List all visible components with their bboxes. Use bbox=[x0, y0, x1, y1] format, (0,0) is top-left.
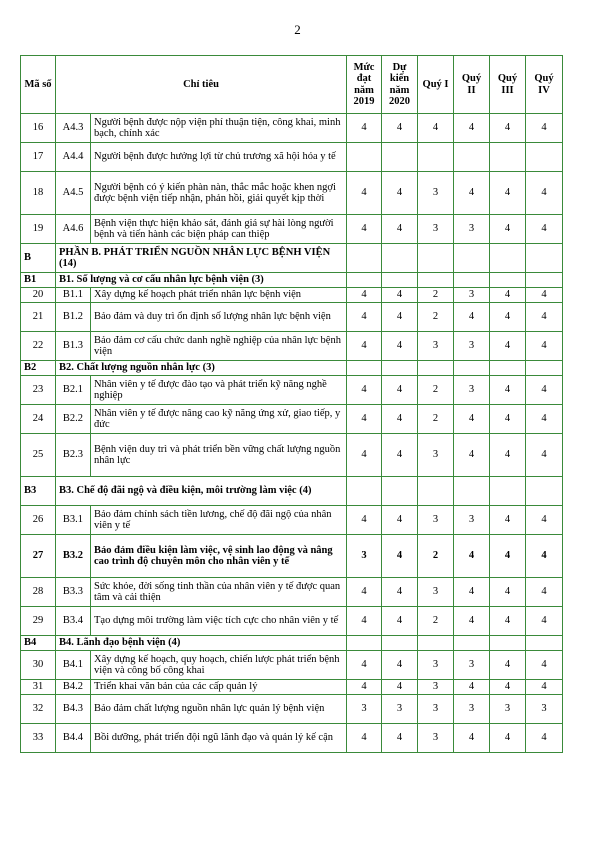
score-muc-dat: 4 bbox=[347, 724, 382, 753]
score-du-kien: 4 bbox=[382, 607, 418, 636]
empty-cell bbox=[454, 361, 490, 376]
criterion-text: Xây dựng kế hoạch, quy hoạch, chiến lược phát triển bệnh viện và công bố công khai bbox=[91, 651, 347, 680]
score-quy-4: 4 bbox=[526, 303, 563, 332]
criterion-text: Bệnh viện duy trì và phát triển bền vững chất lượng nguồn nhân lực bbox=[91, 434, 347, 477]
header-quy-1: Quý I bbox=[418, 56, 454, 114]
row-number: 23 bbox=[21, 376, 56, 405]
table-row bbox=[21, 535, 563, 578]
score-quy-1 bbox=[418, 143, 454, 172]
score-quy-4: 4 bbox=[526, 288, 563, 303]
empty-cell bbox=[418, 244, 454, 273]
empty-cell bbox=[454, 477, 490, 506]
section-title: B3. Chế độ đãi ngộ và điều kiện, môi trường làm việc (4) bbox=[56, 477, 347, 506]
criterion-text: Xây dựng kế hoạch phát triển nhân lực bệnh viện bbox=[91, 288, 347, 303]
header-quy-2: Quý II bbox=[454, 56, 490, 114]
score-quy-2: 4 bbox=[454, 680, 490, 695]
header-quy-3: Quý III bbox=[490, 56, 526, 114]
section-title: B2. Chất lượng nguồn nhân lực (3) bbox=[56, 361, 347, 376]
empty-cell bbox=[526, 244, 563, 273]
criterion-text: Bồi dưỡng, phát triển đội ngũ lãnh đạo và quản lý kế cận bbox=[91, 724, 347, 753]
score-quy-3: 4 bbox=[490, 215, 526, 244]
score-du-kien: 4 bbox=[382, 434, 418, 477]
table-row bbox=[21, 651, 563, 680]
score-quy-1: 2 bbox=[418, 303, 454, 332]
empty-cell bbox=[526, 273, 563, 288]
score-quy-1: 2 bbox=[418, 288, 454, 303]
empty-cell bbox=[382, 477, 418, 506]
header-row bbox=[21, 56, 563, 114]
header-du-kien: Dự kiến năm 2020 bbox=[382, 56, 418, 114]
score-quy-3: 4 bbox=[490, 607, 526, 636]
empty-cell bbox=[454, 636, 490, 651]
row-number: 28 bbox=[21, 578, 56, 607]
score-muc-dat: 4 bbox=[347, 434, 382, 477]
row-number: 24 bbox=[21, 405, 56, 434]
score-du-kien: 4 bbox=[382, 114, 418, 143]
score-quy-4: 4 bbox=[526, 332, 563, 361]
criterion-code: A4.3 bbox=[56, 114, 91, 143]
header-chi-tieu: Chỉ tiêu bbox=[56, 56, 347, 114]
row-number: 33 bbox=[21, 724, 56, 753]
criterion-code: B1.3 bbox=[56, 332, 91, 361]
table-row bbox=[21, 680, 563, 695]
section-row bbox=[21, 477, 563, 506]
score-quy-4: 4 bbox=[526, 680, 563, 695]
criterion-code: B3.3 bbox=[56, 578, 91, 607]
criterion-code: B1.1 bbox=[56, 288, 91, 303]
criterion-code: B4.4 bbox=[56, 724, 91, 753]
criterion-text: Triển khai văn bản của các cấp quản lý bbox=[91, 680, 347, 695]
criterion-text: Người bệnh được nộp viện phí thuận tiện, công khai, minh bạch, chính xác bbox=[91, 114, 347, 143]
score-quy-2: 3 bbox=[454, 332, 490, 361]
criterion-code: B3.4 bbox=[56, 607, 91, 636]
empty-cell bbox=[382, 636, 418, 651]
row-number: 18 bbox=[21, 172, 56, 215]
score-quy-2: 4 bbox=[454, 607, 490, 636]
empty-cell bbox=[490, 361, 526, 376]
empty-cell bbox=[418, 361, 454, 376]
score-quy-2: 3 bbox=[454, 215, 490, 244]
score-quy-4: 4 bbox=[526, 434, 563, 477]
score-muc-dat: 4 bbox=[347, 405, 382, 434]
criterion-code: B3.2 bbox=[56, 535, 91, 578]
row-code: B2 bbox=[21, 361, 56, 376]
empty-cell bbox=[418, 477, 454, 506]
score-muc-dat: 4 bbox=[347, 288, 382, 303]
score-quy-1: 3 bbox=[418, 172, 454, 215]
row-number: 32 bbox=[21, 695, 56, 724]
row-code: B4 bbox=[21, 636, 56, 651]
score-quy-2: 4 bbox=[454, 578, 490, 607]
score-du-kien: 4 bbox=[382, 215, 418, 244]
score-quy-4: 4 bbox=[526, 651, 563, 680]
score-quy-3: 4 bbox=[490, 651, 526, 680]
section-row bbox=[21, 636, 563, 651]
score-quy-4: 4 bbox=[526, 607, 563, 636]
criteria-table bbox=[20, 55, 563, 753]
table-row bbox=[21, 288, 563, 303]
score-du-kien: 4 bbox=[382, 680, 418, 695]
score-du-kien: 4 bbox=[382, 332, 418, 361]
score-du-kien: 4 bbox=[382, 288, 418, 303]
row-code: B3 bbox=[21, 477, 56, 506]
empty-cell bbox=[382, 361, 418, 376]
score-quy-1: 3 bbox=[418, 215, 454, 244]
criterion-text: Người bệnh được hưởng lợi từ chủ trương xã hội hóa y tế bbox=[91, 143, 347, 172]
table-row bbox=[21, 303, 563, 332]
score-quy-2: 4 bbox=[454, 172, 490, 215]
score-quy-3: 3 bbox=[490, 695, 526, 724]
score-quy-3: 4 bbox=[490, 506, 526, 535]
criterion-text: Người bệnh có ý kiến phàn nàn, thắc mắc hoặc khen ngợi được bệnh viện tiếp nhận, phản hồi, giải quyết kịp thời bbox=[91, 172, 347, 215]
row-number: 30 bbox=[21, 651, 56, 680]
score-du-kien: 4 bbox=[382, 376, 418, 405]
empty-cell bbox=[418, 273, 454, 288]
criterion-code: B2.1 bbox=[56, 376, 91, 405]
criterion-text: Nhân viên y tế được nâng cao kỹ năng ứng xử, giao tiếp, y đức bbox=[91, 405, 347, 434]
empty-cell bbox=[490, 273, 526, 288]
empty-cell bbox=[347, 361, 382, 376]
score-quy-2: 3 bbox=[454, 506, 490, 535]
table-row bbox=[21, 114, 563, 143]
score-quy-1: 3 bbox=[418, 651, 454, 680]
score-quy-4: 4 bbox=[526, 535, 563, 578]
empty-cell bbox=[526, 636, 563, 651]
score-muc-dat: 4 bbox=[347, 303, 382, 332]
score-muc-dat bbox=[347, 143, 382, 172]
table-row bbox=[21, 376, 563, 405]
score-muc-dat: 4 bbox=[347, 506, 382, 535]
score-muc-dat: 4 bbox=[347, 332, 382, 361]
row-number: 27 bbox=[21, 535, 56, 578]
empty-cell bbox=[490, 477, 526, 506]
score-du-kien bbox=[382, 143, 418, 172]
score-quy-2: 4 bbox=[454, 724, 490, 753]
score-quy-1: 2 bbox=[418, 535, 454, 578]
score-du-kien: 4 bbox=[382, 535, 418, 578]
empty-cell bbox=[347, 273, 382, 288]
criterion-text: Sức khỏe, đời sống tinh thần của nhân viên y tế được quan tâm và cải thiện bbox=[91, 578, 347, 607]
score-quy-3: 4 bbox=[490, 303, 526, 332]
score-du-kien: 4 bbox=[382, 578, 418, 607]
criterion-code: A4.4 bbox=[56, 143, 91, 172]
empty-cell bbox=[347, 477, 382, 506]
empty-cell bbox=[454, 244, 490, 273]
score-du-kien: 4 bbox=[382, 651, 418, 680]
empty-cell bbox=[418, 636, 454, 651]
criterion-code: B2.2 bbox=[56, 405, 91, 434]
score-quy-1: 4 bbox=[418, 114, 454, 143]
score-quy-1: 3 bbox=[418, 332, 454, 361]
score-quy-3: 4 bbox=[490, 535, 526, 578]
table-row bbox=[21, 172, 563, 215]
section-title: B4. Lãnh đạo bệnh viện (4) bbox=[56, 636, 347, 651]
score-quy-1: 3 bbox=[418, 680, 454, 695]
criterion-code: B3.1 bbox=[56, 506, 91, 535]
header-muc-dat: Mức đạt năm 2019 bbox=[347, 56, 382, 114]
score-muc-dat: 4 bbox=[347, 172, 382, 215]
score-muc-dat: 4 bbox=[347, 215, 382, 244]
criterion-text: Bảo đảm chất lượng nguồn nhân lực quản lý bệnh viện bbox=[91, 695, 347, 724]
criterion-code: B4.2 bbox=[56, 680, 91, 695]
empty-cell bbox=[347, 636, 382, 651]
score-quy-1: 3 bbox=[418, 506, 454, 535]
row-number: 16 bbox=[21, 114, 56, 143]
criterion-code: B1.2 bbox=[56, 303, 91, 332]
row-number: 20 bbox=[21, 288, 56, 303]
criterion-text: Tạo dựng môi trường làm việc tích cực cho nhân viên y tế bbox=[91, 607, 347, 636]
score-quy-2: 4 bbox=[454, 114, 490, 143]
criterion-text: Bảo đảm điều kiện làm việc, vệ sinh lao động và nâng cao trình độ chuyên môn cho nhân viên y tế bbox=[91, 535, 347, 578]
criterion-code: B4.1 bbox=[56, 651, 91, 680]
row-number: 17 bbox=[21, 143, 56, 172]
score-quy-1: 2 bbox=[418, 607, 454, 636]
score-muc-dat: 4 bbox=[347, 578, 382, 607]
table-row bbox=[21, 724, 563, 753]
part-row bbox=[21, 244, 563, 273]
score-muc-dat: 3 bbox=[347, 535, 382, 578]
score-quy-4: 4 bbox=[526, 724, 563, 753]
score-quy-4 bbox=[526, 143, 563, 172]
score-quy-4: 3 bbox=[526, 695, 563, 724]
score-du-kien: 4 bbox=[382, 724, 418, 753]
row-code: B bbox=[21, 244, 56, 273]
table-row bbox=[21, 434, 563, 477]
score-quy-3: 4 bbox=[490, 434, 526, 477]
score-du-kien: 4 bbox=[382, 172, 418, 215]
empty-cell bbox=[490, 244, 526, 273]
score-quy-4: 4 bbox=[526, 114, 563, 143]
score-quy-1: 3 bbox=[418, 695, 454, 724]
score-du-kien: 4 bbox=[382, 506, 418, 535]
row-number: 31 bbox=[21, 680, 56, 695]
score-muc-dat: 4 bbox=[347, 607, 382, 636]
table-row bbox=[21, 506, 563, 535]
score-quy-2: 4 bbox=[454, 303, 490, 332]
criterion-code: B4.3 bbox=[56, 695, 91, 724]
empty-cell bbox=[347, 244, 382, 273]
score-quy-3: 4 bbox=[490, 332, 526, 361]
table-row bbox=[21, 607, 563, 636]
score-quy-1: 2 bbox=[418, 376, 454, 405]
criterion-text: Nhân viên y tế được đào tạo và phát triển kỹ năng nghề nghiệp bbox=[91, 376, 347, 405]
score-quy-4: 4 bbox=[526, 172, 563, 215]
score-quy-3: 4 bbox=[490, 405, 526, 434]
score-quy-3: 4 bbox=[490, 172, 526, 215]
score-quy-2: 3 bbox=[454, 695, 490, 724]
score-quy-2 bbox=[454, 143, 490, 172]
score-quy-3: 4 bbox=[490, 578, 526, 607]
empty-cell bbox=[526, 477, 563, 506]
table-row bbox=[21, 695, 563, 724]
header-quy-4: Quý IV bbox=[526, 56, 563, 114]
score-quy-1: 3 bbox=[418, 724, 454, 753]
table-row bbox=[21, 578, 563, 607]
criterion-text: Bảo đảm chính sách tiền lương, chế độ đãi ngộ của nhân viên y tế bbox=[91, 506, 347, 535]
criterion-code: A4.6 bbox=[56, 215, 91, 244]
criterion-text: Bảo đảm cơ cấu chức danh nghề nghiệp của nhân lực bệnh viện bbox=[91, 332, 347, 361]
row-number: 25 bbox=[21, 434, 56, 477]
score-quy-4: 4 bbox=[526, 405, 563, 434]
table-row bbox=[21, 332, 563, 361]
empty-cell bbox=[526, 361, 563, 376]
row-number: 29 bbox=[21, 607, 56, 636]
score-muc-dat: 4 bbox=[347, 651, 382, 680]
score-quy-2: 4 bbox=[454, 405, 490, 434]
score-quy-1: 2 bbox=[418, 405, 454, 434]
score-muc-dat: 4 bbox=[347, 114, 382, 143]
score-quy-1: 3 bbox=[418, 578, 454, 607]
score-quy-1: 3 bbox=[418, 434, 454, 477]
criterion-code: B2.3 bbox=[56, 434, 91, 477]
score-quy-3 bbox=[490, 143, 526, 172]
header-ma-so: Mã số bbox=[21, 56, 56, 114]
row-number: 22 bbox=[21, 332, 56, 361]
score-quy-3: 4 bbox=[490, 114, 526, 143]
criterion-text: Bảo đảm và duy trì ổn định số lượng nhân lực bệnh viện bbox=[91, 303, 347, 332]
score-quy-2: 3 bbox=[454, 288, 490, 303]
criterion-text: Bệnh viện thực hiện khảo sát, đánh giá sự hài lòng người bệnh và tiến hành các biện pháp can thiệp bbox=[91, 215, 347, 244]
score-muc-dat: 4 bbox=[347, 376, 382, 405]
score-quy-4: 4 bbox=[526, 506, 563, 535]
empty-cell bbox=[382, 273, 418, 288]
score-muc-dat: 3 bbox=[347, 695, 382, 724]
score-quy-3: 4 bbox=[490, 288, 526, 303]
score-du-kien: 4 bbox=[382, 405, 418, 434]
page-number: 2 bbox=[294, 22, 301, 37]
score-du-kien: 3 bbox=[382, 695, 418, 724]
score-quy-4: 4 bbox=[526, 578, 563, 607]
score-quy-3: 4 bbox=[490, 724, 526, 753]
section-row bbox=[21, 273, 563, 288]
row-number: 19 bbox=[21, 215, 56, 244]
section-title: B1. Số lượng và cơ cấu nhân lực bệnh viện (3) bbox=[56, 273, 347, 288]
score-muc-dat: 4 bbox=[347, 680, 382, 695]
criterion-code: A4.5 bbox=[56, 172, 91, 215]
score-quy-3: 4 bbox=[490, 376, 526, 405]
row-number: 21 bbox=[21, 303, 56, 332]
table-row bbox=[21, 143, 563, 172]
score-quy-4: 4 bbox=[526, 376, 563, 405]
score-quy-2: 4 bbox=[454, 434, 490, 477]
score-quy-2: 4 bbox=[454, 535, 490, 578]
table-row bbox=[21, 215, 563, 244]
table-row bbox=[21, 405, 563, 434]
empty-cell bbox=[490, 636, 526, 651]
row-code: B1 bbox=[21, 273, 56, 288]
section-row bbox=[21, 361, 563, 376]
score-quy-3: 4 bbox=[490, 680, 526, 695]
score-quy-2: 3 bbox=[454, 376, 490, 405]
score-quy-2: 3 bbox=[454, 651, 490, 680]
score-quy-4: 4 bbox=[526, 215, 563, 244]
empty-cell bbox=[454, 273, 490, 288]
score-du-kien: 4 bbox=[382, 303, 418, 332]
section-title: PHẦN B. PHÁT TRIỂN NGUỒN NHÂN LỰC BỆNH VIỆN (14) bbox=[56, 244, 347, 273]
empty-cell bbox=[382, 244, 418, 273]
row-number: 26 bbox=[21, 506, 56, 535]
